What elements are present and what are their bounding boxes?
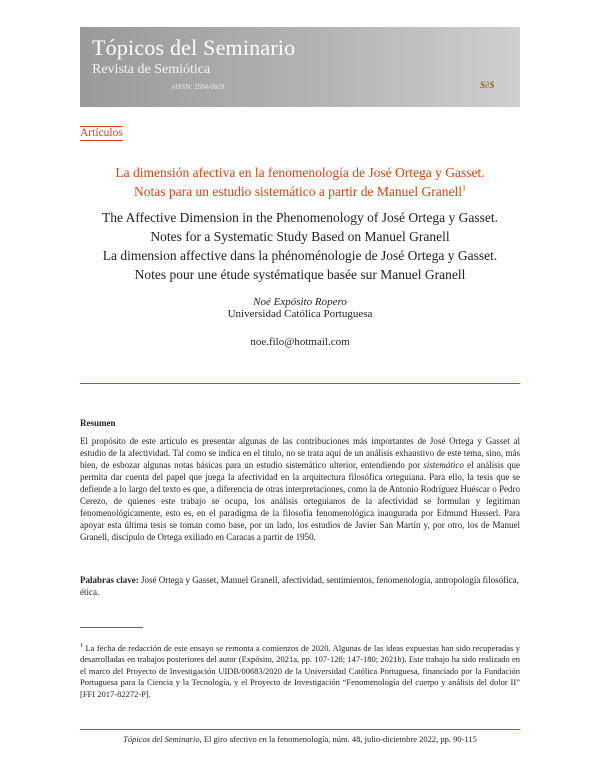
journal-title: Tópicos del Seminario bbox=[92, 35, 296, 60]
journal-issn: eISSN: 2594-0619 bbox=[172, 83, 225, 91]
journal-logo: S∂S bbox=[480, 80, 495, 90]
footnote-reference[interactable]: 1 bbox=[462, 183, 467, 193]
title-en-line-2: Notes for a Systematic Study Based on Manuel Granell bbox=[150, 229, 450, 244]
abstract-italic-term: sistemático bbox=[423, 460, 464, 470]
abstract-part-2: el análisis que permita dar cuenta del papel que juega la afectividad en la arquitectura filosófica orteguiana. Para ello, la tesis que se defiende a lo largo del texto es que, a diferencia de otras interpretaciones, como la de Antonio Rodríguez Huéscar o Pedro Cerezo, de quienes este trabajo se ocupa, los análisis orteguianos de la afectividad se formulan y legitiman fenomenológicamente, esto es, en el paradigma de la filosofía fenomenológica inaugurada por Edmund Husserl. Para apoyar esta última tesis se toman como base, por un lado, los estudios de Javier San Martín y, por otro, los de Manuel Granell, discípulo de Ortega exiliado en Caracas a partir de 1950. bbox=[80, 460, 520, 542]
abstract-heading: Resumen bbox=[80, 418, 116, 428]
title-en-line-1: The Affective Dimension in the Phenomenology of José Ortega y Gasset. bbox=[101, 210, 499, 225]
title-es-line-2: Notas para un estudio sistemático a partir de Manuel Granell bbox=[133, 184, 463, 199]
footnote bbox=[80, 641, 520, 700]
title-fr-line-2: Notes pour une étude systématique basée sur Manuel Granell bbox=[134, 267, 466, 282]
title-fr-line-1: La dimension affective dans la phénoménologie de José Ortega y Gasset. bbox=[102, 248, 498, 263]
footer-journal: Tópicos del Seminario, bbox=[123, 734, 202, 744]
article-title-es bbox=[80, 163, 520, 201]
abstract-part-1: El propósito de este artículo es presentar algunas de las contribuciones más importantes de José Ortega y Gasset al estudio de la afectividad. Tal como se indica en el título, no se trata aquí de un análisis exhaustivo de este tema, sino, más bien, de esbozar algunas notas básicas para un estudio sistemático ulterior, entendiendo por bbox=[80, 436, 520, 470]
keywords bbox=[80, 574, 520, 598]
article-title-translations bbox=[80, 208, 520, 284]
keywords-text: José Ortega y Gasset, Manuel Granell, afectividad, sentimientos, fenomenología, antropología filosófica, ética. bbox=[80, 575, 519, 597]
journal-subtitle: Revista de Semiótica bbox=[92, 62, 211, 77]
section-label: Artículos bbox=[80, 127, 123, 139]
footnote-mark: 1 bbox=[80, 643, 83, 649]
author-affiliation: Universidad Católica Portuguesa bbox=[227, 308, 373, 320]
title-es-line-1: La dimensión afectiva en la fenomenología de José Ortega y Gasset. bbox=[115, 165, 485, 180]
abstract-text bbox=[80, 435, 520, 543]
page-footer bbox=[80, 729, 520, 744]
footnote-divider bbox=[80, 627, 143, 628]
divider bbox=[80, 383, 520, 384]
author-email[interactable]: noe.filo@hotmail.com bbox=[250, 336, 350, 348]
footnote-text: La fecha de redacción de este ensayo se remonta a comienzos de 2020. Algunas de las ideas expuestas han sido recuperadas y desarrolladas en trabajos posteriores del autor (Expósito, 2021a, pp. 107-128; 147-180; 2021b). Este trabajo ha sido realizado en el marco del Proyecto de Investigación UIDB/00683/2020 de la Universidad Católica Portuguesa, financiado por la Fundación Portuguesa para la Ciencia y la Tecnología, y el Proyecto de Investigación “Fenomenología del cuerpo y análisis del dolor II” [FFI 2017-82272-P]. bbox=[80, 642, 520, 699]
footer-text: El giro afectivo en la fenomenología, núm. 48, julio-diciembre 2022, pp. 90-115 bbox=[201, 734, 477, 744]
author-name: Noé Expósito Ropero bbox=[253, 296, 347, 308]
keywords-label: Palabras clave: bbox=[80, 575, 139, 585]
